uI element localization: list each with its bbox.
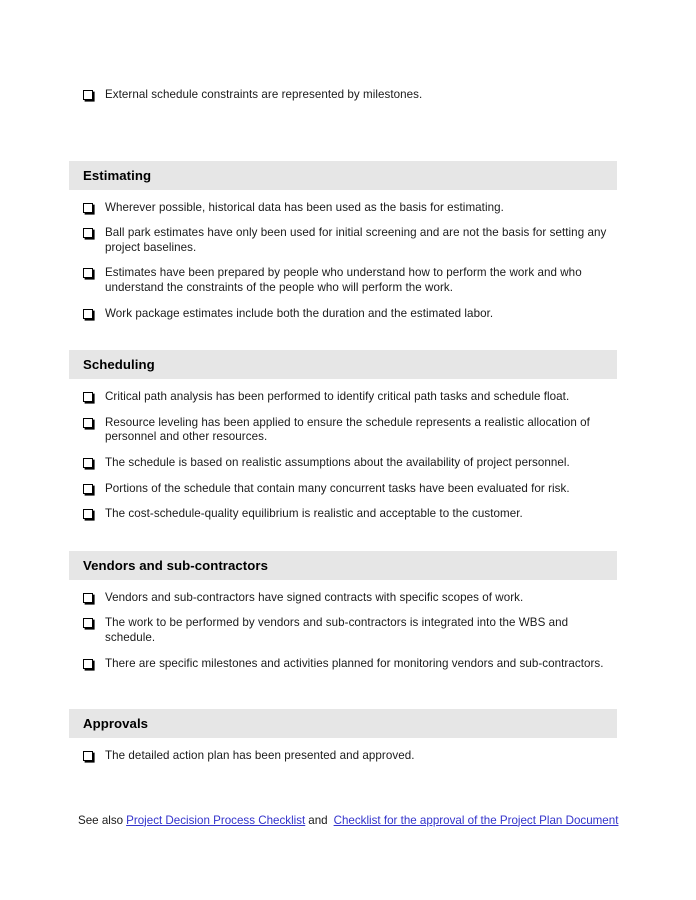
see-also-conjunction: and [308, 813, 328, 827]
list-item-label: The work to be performed by vendors and sub-contractors is integrated into the WBS and schedule. [105, 616, 569, 644]
section-items [69, 190, 617, 322]
section-title: Approvals [83, 716, 149, 732]
section-header-band [69, 161, 617, 190]
checkbox-icon[interactable] [83, 458, 93, 468]
section-estimating [69, 161, 617, 322]
spacer [69, 522, 617, 551]
list-item [69, 201, 617, 216]
section-items [69, 580, 617, 671]
list-item-label: Estimates have been prepared by people who understand how to perform the work and who understand the constraints of the people who will perform the work. [105, 266, 582, 294]
list-item-label: Ball park estimates have only been used for initial screening and are not the basis for setting any project baselines. [105, 226, 607, 254]
list-item [69, 456, 617, 471]
list-item [69, 266, 617, 295]
link-project-decision-process-checklist[interactable]: Project Decision Process Checklist [126, 813, 306, 827]
checkbox-icon[interactable] [83, 484, 93, 494]
list-item [69, 88, 617, 103]
list-item [69, 591, 617, 606]
section-title: Estimating [83, 167, 152, 183]
section-items [69, 738, 617, 764]
checkbox-icon[interactable] [83, 392, 93, 402]
spacer [69, 114, 617, 161]
section-header-band [69, 709, 617, 738]
list-item [69, 416, 617, 445]
checkbox-icon[interactable] [83, 618, 93, 628]
section-items [69, 379, 617, 522]
checkbox-icon[interactable] [83, 203, 93, 213]
checkbox-icon[interactable] [83, 90, 93, 100]
checkbox-icon[interactable] [83, 228, 93, 238]
section-title: Vendors and sub-contractors [83, 557, 268, 573]
section-header-band [69, 350, 617, 379]
section-scheduling [69, 350, 617, 522]
checkbox-icon[interactable] [83, 593, 93, 603]
list-item-label: Work package estimates include both the duration and the estimated labor. [105, 306, 494, 320]
list-item [69, 226, 617, 255]
list-item-label: Resource leveling has been applied to ensure the schedule represents a realistic allocation of personnel and other resources. [105, 415, 590, 444]
link-checklist-for-approval-of-project-plan-document[interactable]: Checklist for the approval of the Project Plan Document [333, 813, 619, 827]
list-item-label: Wherever possible, historical data has been used as the basis for estimating. [105, 200, 504, 214]
list-item-label: Portions of the schedule that contain many concurrent tasks have been evaluated for risk. [105, 481, 570, 495]
spacer [69, 671, 617, 709]
checkbox-icon[interactable] [83, 268, 93, 278]
checkbox-icon[interactable] [83, 309, 93, 319]
list-item-label: External schedule constraints are represented by milestones. [105, 88, 423, 101]
section-approvals [69, 709, 617, 764]
see-also-line [69, 764, 617, 828]
list-item-label: There are specific milestones and activities planned for monitoring vendors and sub-contractors. [105, 656, 604, 670]
checkbox-icon[interactable] [83, 418, 93, 428]
spacer [69, 321, 617, 350]
list-item [69, 390, 617, 405]
list-item [69, 307, 617, 322]
list-item [69, 507, 617, 522]
list-item-label: The cost-schedule-quality equilibrium is realistic and acceptable to the customer. [105, 507, 523, 521]
see-also-prefix: See also [78, 813, 124, 827]
section-title: Scheduling [83, 357, 155, 373]
list-item-label: Critical path analysis has been performed to identify critical path tasks and schedule float. [105, 390, 570, 404]
section-header-band [69, 551, 617, 580]
checkbox-icon[interactable] [83, 659, 93, 669]
list-item [69, 482, 617, 497]
section-vendors-and-sub-contractors [69, 551, 617, 671]
list-item [69, 657, 617, 672]
list-item [69, 616, 617, 645]
checkbox-icon[interactable] [83, 509, 93, 519]
list-item-label: The detailed action plan has been presented and approved. [105, 749, 415, 763]
checkbox-icon[interactable] [83, 751, 93, 761]
list-item-label: The schedule is based on realistic assumptions about the availability of project personnel. [105, 455, 570, 469]
list-item [69, 749, 617, 764]
checklist-content [69, 88, 617, 828]
list-item-label: Vendors and sub-contractors have signed contracts with specific scopes of work. [105, 590, 524, 604]
